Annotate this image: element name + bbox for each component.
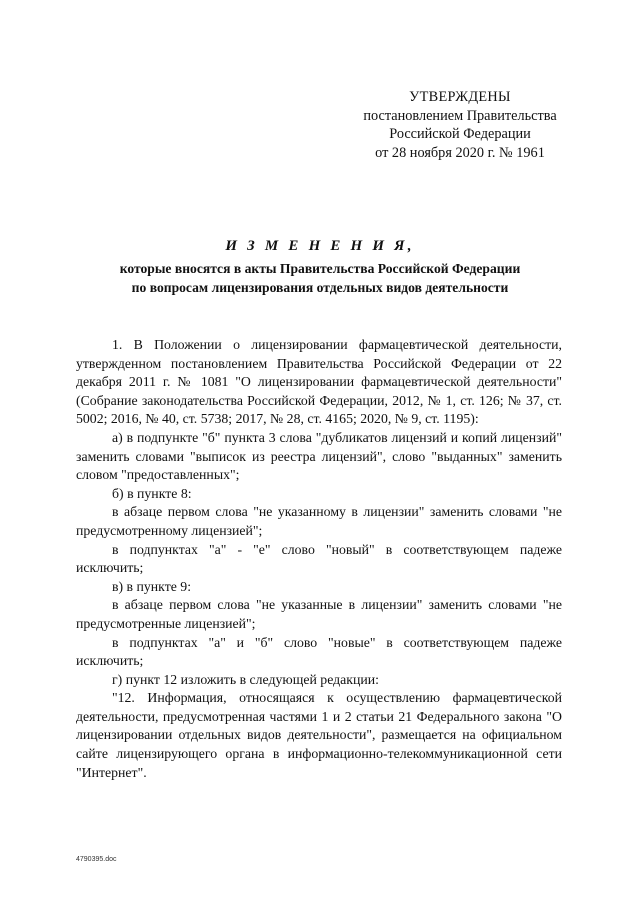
paragraph: "12. Информация, относящаяся к осуществлению фармацевтической деятельности, предусмотренная частями 1 и 2 статьи 21 Федерального закона "О лицензировании отдельных видов деятельности", размещается на официальном сайте лицензирующего органа в информационно-телекоммуникационной сети "Интернет". (76, 690, 562, 780)
paragraph: в подпунктах "а" - "е" слово "новый" в соответствующем падеже исключить; (76, 541, 562, 576)
document-subtitle (60, 260, 580, 297)
approval-date-number: от 28 ноября 2020 г. № 1961 (375, 144, 545, 161)
document-file-id: 4790395.doc (76, 856, 117, 863)
document-body (76, 336, 562, 782)
paragraph: в) в пункте 9: (112, 578, 192, 594)
paragraph: г) пункт 12 изложить в следующей редакции: (112, 671, 379, 687)
approval-block (330, 88, 590, 162)
document-title: И З М Е Н Е Н И Я, (225, 238, 415, 254)
approval-title: УТВЕРЖДЕНЫ (409, 89, 511, 105)
approval-line: Российской Федерации (389, 126, 531, 142)
approval-line: постановлением Правительства (363, 107, 557, 124)
subtitle-line: по вопросам лицензирования отдельных видов деятельности (131, 279, 509, 295)
paragraph: б) в пункте 8: (112, 485, 192, 501)
paragraph: а) в подпункте "б" пункта 3 слова "дубликатов лицензий и копий лицензий" заменить словами "выписок из реестра лицензий", слово "выданных" заменить словом "предоставленных"; (76, 429, 562, 483)
paragraph: в абзаце первом слова "не указанному в лицензии" заменить словами "не предусмотренному лицензией"; (76, 504, 562, 538)
paragraph: в подпунктах "а" и "б" слово "новые" в соответствующем падеже исключить; (76, 634, 562, 669)
paragraph: в абзаце первом слова "не указанные в лицензии" заменить словами "не предусмотренные лицензией"; (76, 597, 562, 631)
subtitle-line: которые вносятся в акты Правительства Российской Федерации (119, 261, 521, 276)
paragraph: 1. В Положении о лицензировании фармацевтической деятельности, утвержденном постановлением Правительства Российской Федерации от 22 декабря 2011 г. № 1081 "О лицензировании фармацевтической деятельности" (Собрание законодательства Российской Федерации, 2012, № 1, ст. 126; № 37, ст. 5002; 2016, № 40, ст. 5738; 2017, № 28, ст. 4165; 2020, № 9, ст. 1195): (76, 337, 562, 427)
